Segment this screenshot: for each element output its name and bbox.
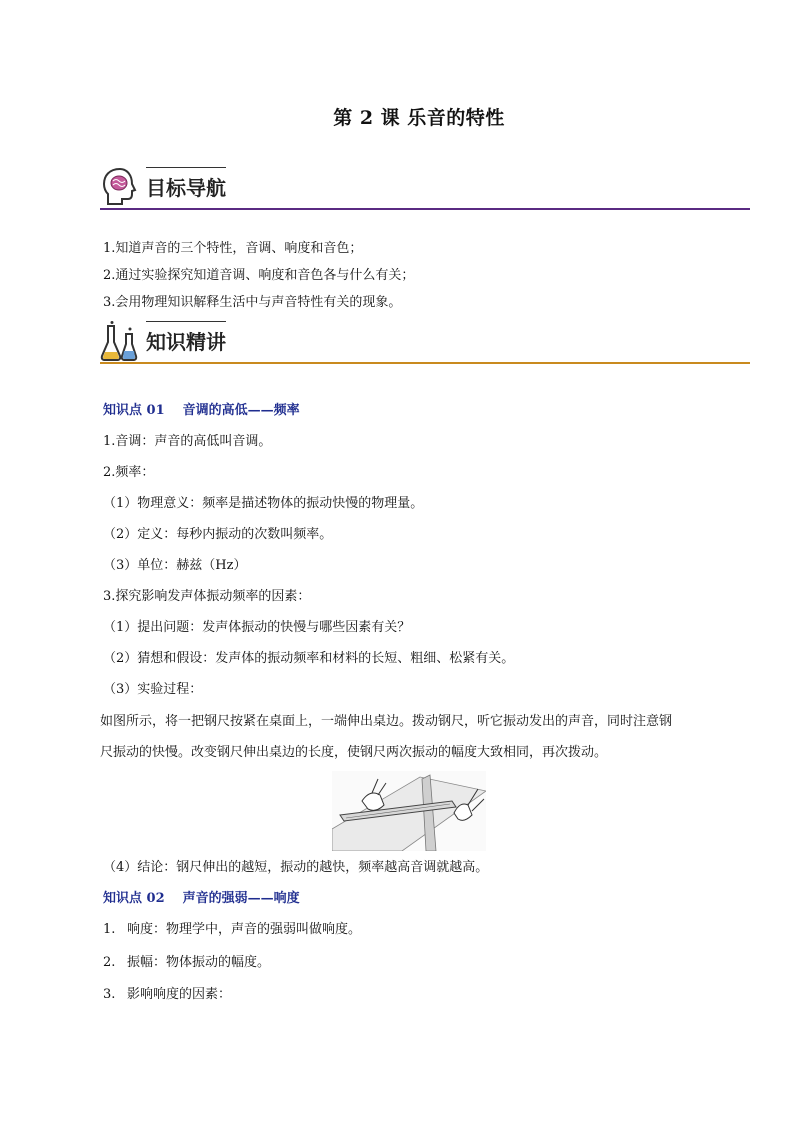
- kp1-line-9: （3）实验过程：: [103, 682, 203, 697]
- kp2-item-number: 3.: [103, 987, 116, 1002]
- goal-item-3: 3.会用物理知识解释生活中与声音特性有关的现象。: [103, 295, 402, 310]
- kp2-title: 声音的强弱——响度: [182, 891, 300, 906]
- kp1-line-5: （3）单位：赫兹（Hz）: [103, 558, 247, 573]
- kp1-line-8: （2）猜想和假设：发声体的振动频率和材料的长短、粗细、松紧有关。: [103, 651, 515, 666]
- kp2-title-row: [103, 890, 300, 908]
- ruler-on-table-illustration: [332, 771, 486, 851]
- kp1-paragraph-line-1: 如图所示，将一把钢尺按紧在桌面上，一端伸出桌边。拨动钢尺，听它振动发出的声音，同时注意钢: [100, 714, 673, 729]
- kp1-paragraph-line-2: 尺振动的快慢。改变钢尺伸出桌边的长度，使钢尺两次振动的幅度大致相同，再次拨动。: [100, 745, 608, 760]
- kp1-label: 知识点 01: [103, 403, 165, 418]
- kp1-title: 音调的高低——频率: [182, 403, 300, 418]
- knowledge-heading: 知识精讲: [146, 330, 226, 354]
- goal-item-1: 1.知道声音的三个特性，音调、响度和音色；: [103, 241, 363, 256]
- knowledge-header-divider: [100, 362, 750, 364]
- kp2-item-3: [103, 986, 231, 1004]
- knowledge-section-header: [100, 320, 750, 364]
- kp2-item-text: 振幅：物体振动的幅度。: [127, 955, 271, 970]
- kp1-title-row: [103, 402, 300, 420]
- kp2-item-1: [103, 921, 361, 939]
- goal-header-divider: [100, 208, 750, 210]
- kp1-line-2: 2.频率：: [103, 465, 155, 480]
- brain-head-icon: [100, 166, 140, 208]
- kp2-item-number: 1.: [103, 922, 116, 937]
- goal-section-header: [100, 166, 750, 210]
- goal-heading: 目标导航: [146, 176, 226, 200]
- kp1-line-7: （1）提出问题：发声体振动的快慢与哪些因素有关？: [103, 620, 411, 635]
- kp1-line-1: 1.音调：声音的高低叫音调。: [103, 434, 272, 449]
- kp1-line-4: （2）定义：每秒内振动的次数叫频率。: [103, 527, 333, 542]
- kp2-item-text: 响度：物理学中，声音的强弱叫做响度。: [127, 922, 362, 937]
- kp2-item-number: 2.: [103, 955, 116, 970]
- kp1-conclusion: （4）结论：钢尺伸出的越短，振动的越快，频率越高音调就越高。: [103, 860, 489, 875]
- kp2-label: 知识点 02: [103, 891, 165, 906]
- kp1-line-3: （1）物理意义：频率是描述物体的振动快慢的物理量。: [103, 496, 424, 511]
- header-top-rule: [146, 321, 226, 322]
- header-top-rule: [146, 167, 226, 168]
- kp2-item-text: 影响响度的因素：: [127, 987, 232, 1002]
- goal-item-2: 2.通过实验探究知道音调、响度和音色各与什么有关；: [103, 268, 415, 283]
- flask-icon: [100, 320, 140, 362]
- kp1-line-6: 3.探究影响发声体振动频率的因素：: [103, 589, 311, 604]
- kp2-item-2: [103, 954, 270, 972]
- page-title: 第 2 课 乐音的特性: [333, 107, 505, 129]
